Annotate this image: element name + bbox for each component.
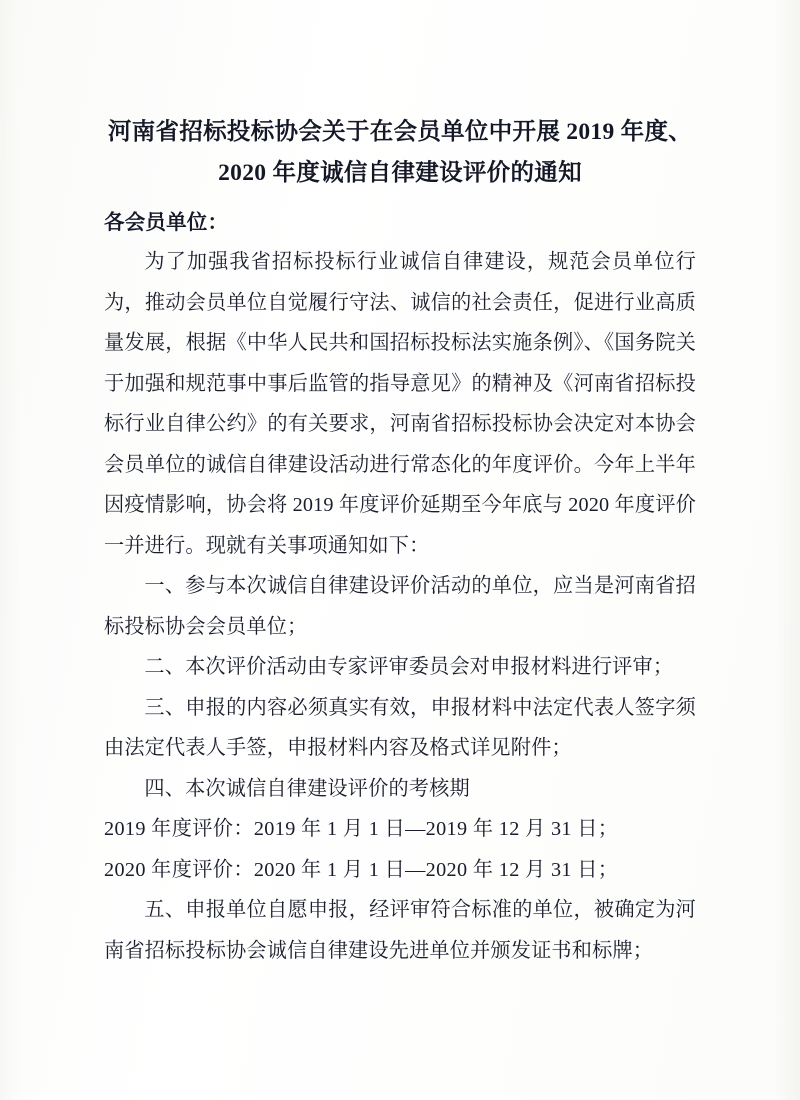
assessment-period-2019: 2019 年度评价：2019 年 1 月 1 日—2019 年 12 月 31 日； (104, 818, 619, 840)
paragraph-item-2: 二、本次评价活动由专家评审委员会对申报材料进行评审； (144, 656, 674, 678)
paragraph-item-1: 一、参与本次诚信自律建设评价活动的单位，应当是河南省招标投标协会会员单位； (104, 575, 696, 638)
page-title (104, 112, 696, 194)
title-line-2: 2020 年度诚信自律建设评价的通知 (218, 160, 582, 186)
paragraph-item-5: 五、申报单位自愿申报，经评审符合标准的单位，被确定为河南省招标投标协会诚信自律建设先进单位并颁发证书和标牌； (104, 899, 696, 962)
salutation: 各会员单位： (104, 212, 229, 234)
assessment-period-2020: 2020 年度评价：2020 年 1 月 1 日—2020 年 12 月 31 日； (104, 858, 619, 881)
title-line-1: 河南省招标投标协会关于在会员单位中开展 2019 年度、 (107, 119, 693, 145)
paragraph-item-3: 三、申报的内容必须真实有效，申报材料中法定代表人签字须由法定代表人手签，申报材料内容及格式详见附件； (104, 696, 696, 759)
paragraph-intro: 为了加强我省招标投标行业诚信自律建设，规范会员单位行为，推动会员单位自觉履行守法、诚信的社会责任，促进行业高质量发展，根据《中华人民共和国招标投标法实施条例》、《国务院关于加强和规范事中事后监管的指导意见》的精神及《河南省招标投标行业自律公约》的有关要求，河南省招标投标协会决定对本协会会员单位的诚信自律建设活动进行常态化的年度评价。今年上半年因疫情影响，协会将 2019 年度评价延期至今年底与 2020 年度评价一并进行。现就有关事项通知如下： (104, 251, 696, 557)
paragraph-item-4: 四、本次诚信自律建设评价的考核期 (144, 777, 470, 800)
